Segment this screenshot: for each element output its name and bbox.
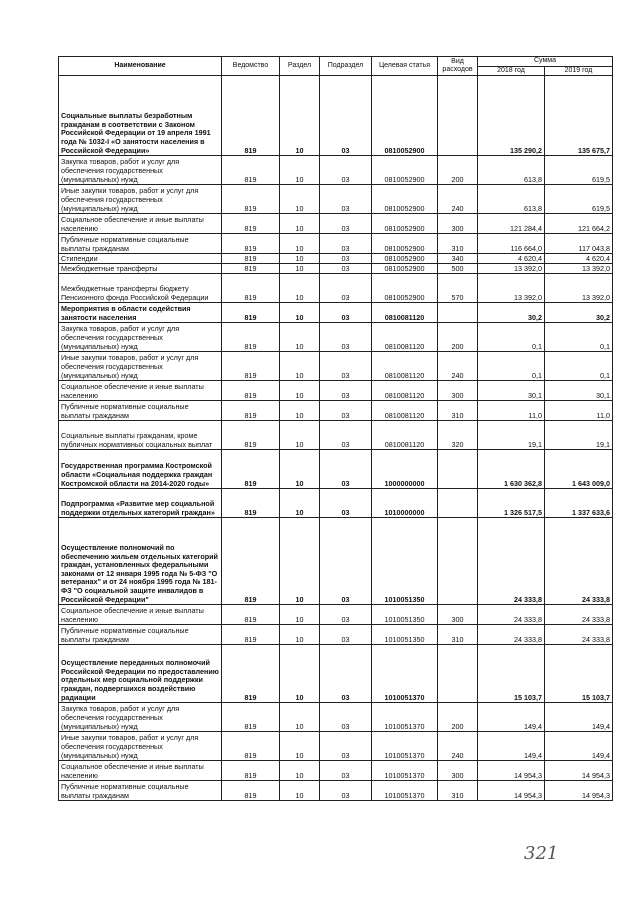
cell-name: Государственная программа Костромской области «Социальная поддержка граждан Костромской области на 2014-2020 годы» [59,450,222,489]
cell-dept: 819 [222,421,280,450]
cell-2018: 30,2 [478,303,545,323]
cell-target: 0810052900 [372,214,438,234]
cell-2019: 19,1 [545,421,613,450]
col-header-2019: 2019 год [545,66,613,76]
cell-dept: 819 [222,489,280,518]
cell-subsection: 03 [320,781,372,801]
table-row [59,625,613,645]
col-header-section: Раздел [280,57,320,76]
cell-2019: 149,4 [545,732,613,761]
table-row [59,450,613,489]
col-header-2018: 2018 год [478,66,545,76]
cell-name: Публичные нормативные социальные выплаты гражданам [59,781,222,801]
cell-dept: 819 [222,401,280,421]
cell-section: 10 [280,761,320,781]
cell-2019: 149,4 [545,703,613,732]
cell-section: 10 [280,401,320,421]
cell-2019: 14 954,3 [545,761,613,781]
cell-dept: 819 [222,214,280,234]
cell-dept: 819 [222,185,280,214]
budget-table [58,56,613,801]
cell-2018: 13 392,0 [478,264,545,274]
cell-2019: 24 333,8 [545,605,613,625]
cell-name: Публичные нормативные социальные выплаты гражданам [59,234,222,254]
cell-section: 10 [280,489,320,518]
cell-2018: 0,1 [478,323,545,352]
cell-subsection: 03 [320,489,372,518]
table-row [59,254,613,264]
table-row [59,421,613,450]
cell-target: 0810081120 [372,381,438,401]
cell-2019: 13 392,0 [545,274,613,303]
cell-2019: 15 103,7 [545,645,613,703]
cell-target: 1010051370 [372,703,438,732]
table-row [59,703,613,732]
table-row [59,185,613,214]
cell-section: 10 [280,605,320,625]
cell-target: 0810081120 [372,421,438,450]
table-row [59,605,613,625]
cell-section: 10 [280,703,320,732]
cell-dept: 819 [222,381,280,401]
cell-subsection: 03 [320,214,372,234]
cell-exp: 300 [438,761,478,781]
cell-section: 10 [280,274,320,303]
cell-2018: 14 954,3 [478,761,545,781]
cell-name: Социальные выплаты безработным гражданам в соответствии с Законом Российской Федерации от 19 апреля 1991 года № 1032-I «О занятости населения в Российской Федерации» [59,76,222,156]
cell-subsection: 03 [320,76,372,156]
cell-target: 0810052900 [372,264,438,274]
cell-exp [438,450,478,489]
cell-exp: 240 [438,185,478,214]
cell-exp: 300 [438,605,478,625]
cell-dept: 819 [222,303,280,323]
cell-dept: 819 [222,605,280,625]
cell-exp [438,303,478,323]
cell-subsection: 03 [320,518,372,605]
cell-exp: 200 [438,703,478,732]
cell-section: 10 [280,185,320,214]
cell-target: 1010051350 [372,605,438,625]
cell-subsection: 03 [320,401,372,421]
cell-2019: 1 643 009,0 [545,450,613,489]
cell-dept: 819 [222,156,280,185]
cell-exp: 300 [438,381,478,401]
cell-exp: 310 [438,781,478,801]
cell-2018: 613,8 [478,156,545,185]
cell-2019: 117 043,8 [545,234,613,254]
cell-2019: 11,0 [545,401,613,421]
cell-name: Социальное обеспечение и иные выплаты населению [59,381,222,401]
cell-subsection: 03 [320,761,372,781]
cell-exp: 340 [438,254,478,264]
cell-exp: 200 [438,156,478,185]
table-row [59,489,613,518]
cell-name: Закупка товаров, работ и услуг для обеспечения государственных (муниципальных) нужд [59,156,222,185]
cell-subsection: 03 [320,352,372,381]
cell-subsection: 03 [320,274,372,303]
cell-target: 0810081120 [372,323,438,352]
page-number-handwritten [522,840,566,864]
cell-2019: 121 664,2 [545,214,613,234]
col-header-sum: Сумма [478,57,613,67]
table-row [59,323,613,352]
cell-section: 10 [280,518,320,605]
cell-name: Осуществление переданных полномочий Российской Федерации по предоставлению отдельных мер социальной поддержки граждан, подвергшихся воздействию радиации [59,645,222,703]
cell-dept: 819 [222,518,280,605]
cell-subsection: 03 [320,303,372,323]
cell-section: 10 [280,781,320,801]
cell-2019: 13 392,0 [545,264,613,274]
cell-2018: 15 103,7 [478,645,545,703]
cell-section: 10 [280,732,320,761]
cell-section: 10 [280,254,320,264]
cell-subsection: 03 [320,254,372,264]
table-row [59,781,613,801]
table-row [59,732,613,761]
cell-2018: 24 333,8 [478,625,545,645]
cell-name: Публичные нормативные социальные выплаты гражданам [59,625,222,645]
table-body [59,76,613,801]
cell-exp: 310 [438,625,478,645]
cell-name: Иные закупки товаров, работ и услуг для обеспечения государственных (муниципальных) нужд [59,732,222,761]
cell-2018: 11,0 [478,401,545,421]
cell-target: 1000000000 [372,450,438,489]
cell-section: 10 [280,156,320,185]
page-mark-text: 321 [524,843,559,864]
cell-name: Подпрограмма «Развитие мер социальной поддержки отдельных категорий граждан» [59,489,222,518]
cell-subsection: 03 [320,156,372,185]
cell-section: 10 [280,381,320,401]
cell-2019: 1 337 633,6 [545,489,613,518]
cell-dept: 819 [222,732,280,761]
cell-section: 10 [280,645,320,703]
cell-dept: 819 [222,450,280,489]
cell-section: 10 [280,450,320,489]
cell-dept: 819 [222,76,280,156]
table-row [59,645,613,703]
col-header-target: Целевая статья [372,57,438,76]
cell-2018: 121 284,4 [478,214,545,234]
cell-name: Осуществление полномочий по обеспечению жильем отдельных категорий граждан, установленных федеральными законами от 12 января 1995 года № 5-ФЗ "О ветеранах" и от 24 ноября 1995 года № 181-ФЗ "О социальной защите инвалидов в Российской Федерации" [59,518,222,605]
cell-2018: 14 954,3 [478,781,545,801]
cell-target: 0810081120 [372,401,438,421]
cell-2018: 1 326 517,5 [478,489,545,518]
cell-target: 0810052900 [372,274,438,303]
cell-2018: 30,1 [478,381,545,401]
cell-name: Мероприятия в области содействия занятости населения [59,303,222,323]
cell-dept: 819 [222,625,280,645]
cell-2018: 19,1 [478,421,545,450]
cell-exp: 240 [438,352,478,381]
cell-exp [438,489,478,518]
cell-name: Социальные выплаты гражданам, кроме публичных нормативных социальных выплат [59,421,222,450]
cell-target: 1010051350 [372,518,438,605]
cell-exp [438,645,478,703]
cell-2019: 135 675,7 [545,76,613,156]
cell-subsection: 03 [320,625,372,645]
cell-section: 10 [280,264,320,274]
cell-section: 10 [280,214,320,234]
col-header-dept: Ведомство [222,57,280,76]
cell-name: Закупка товаров, работ и услуг для обеспечения государственных (муниципальных) нужд [59,323,222,352]
cell-exp: 300 [438,214,478,234]
cell-target: 1010051370 [372,761,438,781]
cell-target: 0810052900 [372,234,438,254]
cell-subsection: 03 [320,264,372,274]
cell-2019: 619,5 [545,156,613,185]
cell-target: 0810052900 [372,156,438,185]
cell-exp: 200 [438,323,478,352]
cell-section: 10 [280,625,320,645]
cell-exp: 570 [438,274,478,303]
cell-dept: 819 [222,761,280,781]
table-row [59,401,613,421]
table-row [59,76,613,156]
cell-name: Социальное обеспечение и иные выплаты населению [59,605,222,625]
cell-section: 10 [280,234,320,254]
cell-target: 0810052900 [372,76,438,156]
table-row [59,381,613,401]
cell-2018: 24 333,8 [478,605,545,625]
budget-table-sheet [58,56,612,801]
cell-target: 1010051370 [372,732,438,761]
cell-section: 10 [280,76,320,156]
cell-name: Закупка товаров, работ и услуг для обеспечения государственных (муниципальных) нужд [59,703,222,732]
cell-2019: 0,1 [545,323,613,352]
cell-2019: 24 333,8 [545,625,613,645]
cell-exp: 500 [438,264,478,274]
table-row [59,156,613,185]
cell-2019: 14 954,3 [545,781,613,801]
cell-section: 10 [280,352,320,381]
cell-target: 1010051370 [372,781,438,801]
cell-name: Межбюджетные трансферты [59,264,222,274]
cell-target: 1010051370 [372,645,438,703]
cell-subsection: 03 [320,450,372,489]
cell-exp: 240 [438,732,478,761]
cell-2018: 613,8 [478,185,545,214]
cell-exp [438,76,478,156]
cell-name: Публичные нормативные социальные выплаты гражданам [59,401,222,421]
cell-dept: 819 [222,645,280,703]
cell-subsection: 03 [320,234,372,254]
cell-target: 0810081120 [372,352,438,381]
cell-2018: 1 630 362,8 [478,450,545,489]
cell-dept: 819 [222,781,280,801]
cell-subsection: 03 [320,185,372,214]
table-row [59,214,613,234]
cell-2018: 116 664,0 [478,234,545,254]
cell-name: Межбюджетные трансферты бюджету Пенсионного фонда Российской Федерации [59,274,222,303]
table-row [59,303,613,323]
cell-2018: 13 392,0 [478,274,545,303]
cell-2019: 30,1 [545,381,613,401]
cell-2019: 30,2 [545,303,613,323]
cell-name: Иные закупки товаров, работ и услуг для обеспечения государственных (муниципальных) нужд [59,352,222,381]
cell-target: 1010000000 [372,489,438,518]
cell-exp [438,518,478,605]
table-row [59,352,613,381]
cell-subsection: 03 [320,323,372,352]
cell-subsection: 03 [320,645,372,703]
cell-section: 10 [280,303,320,323]
table-row [59,264,613,274]
cell-2018: 24 333,8 [478,518,545,605]
cell-2019: 0,1 [545,352,613,381]
col-header-name: Наименование [59,57,222,76]
cell-dept: 819 [222,274,280,303]
cell-exp: 320 [438,421,478,450]
cell-dept: 819 [222,254,280,264]
cell-2018: 149,4 [478,732,545,761]
cell-name: Социальное обеспечение и иные выплаты населению [59,761,222,781]
cell-2019: 24 333,8 [545,518,613,605]
col-header-exp: Вид расходов [438,57,478,76]
cell-subsection: 03 [320,381,372,401]
cell-name: Иные закупки товаров, работ и услуг для обеспечения государственных (муниципальных) нужд [59,185,222,214]
cell-name: Стипендии [59,254,222,264]
table-row [59,518,613,605]
cell-dept: 819 [222,352,280,381]
cell-target: 0810052900 [372,254,438,264]
cell-exp: 310 [438,401,478,421]
cell-2019: 619,5 [545,185,613,214]
table-row [59,761,613,781]
cell-subsection: 03 [320,605,372,625]
cell-2018: 149,4 [478,703,545,732]
cell-target: 0810081120 [372,303,438,323]
cell-2018: 0,1 [478,352,545,381]
cell-exp: 310 [438,234,478,254]
cell-name: Социальное обеспечение и иные выплаты населению [59,214,222,234]
cell-target: 1010051350 [372,625,438,645]
cell-subsection: 03 [320,732,372,761]
cell-target: 0810052900 [372,185,438,214]
table-row [59,274,613,303]
col-header-subsection: Подраздел [320,57,372,76]
cell-2018: 135 290,2 [478,76,545,156]
cell-dept: 819 [222,703,280,732]
cell-dept: 819 [222,234,280,254]
cell-subsection: 03 [320,703,372,732]
cell-subsection: 03 [320,421,372,450]
cell-2019: 4 620,4 [545,254,613,264]
cell-section: 10 [280,323,320,352]
cell-2018: 4 620,4 [478,254,545,264]
cell-section: 10 [280,421,320,450]
table-row [59,234,613,254]
cell-dept: 819 [222,264,280,274]
cell-dept: 819 [222,323,280,352]
